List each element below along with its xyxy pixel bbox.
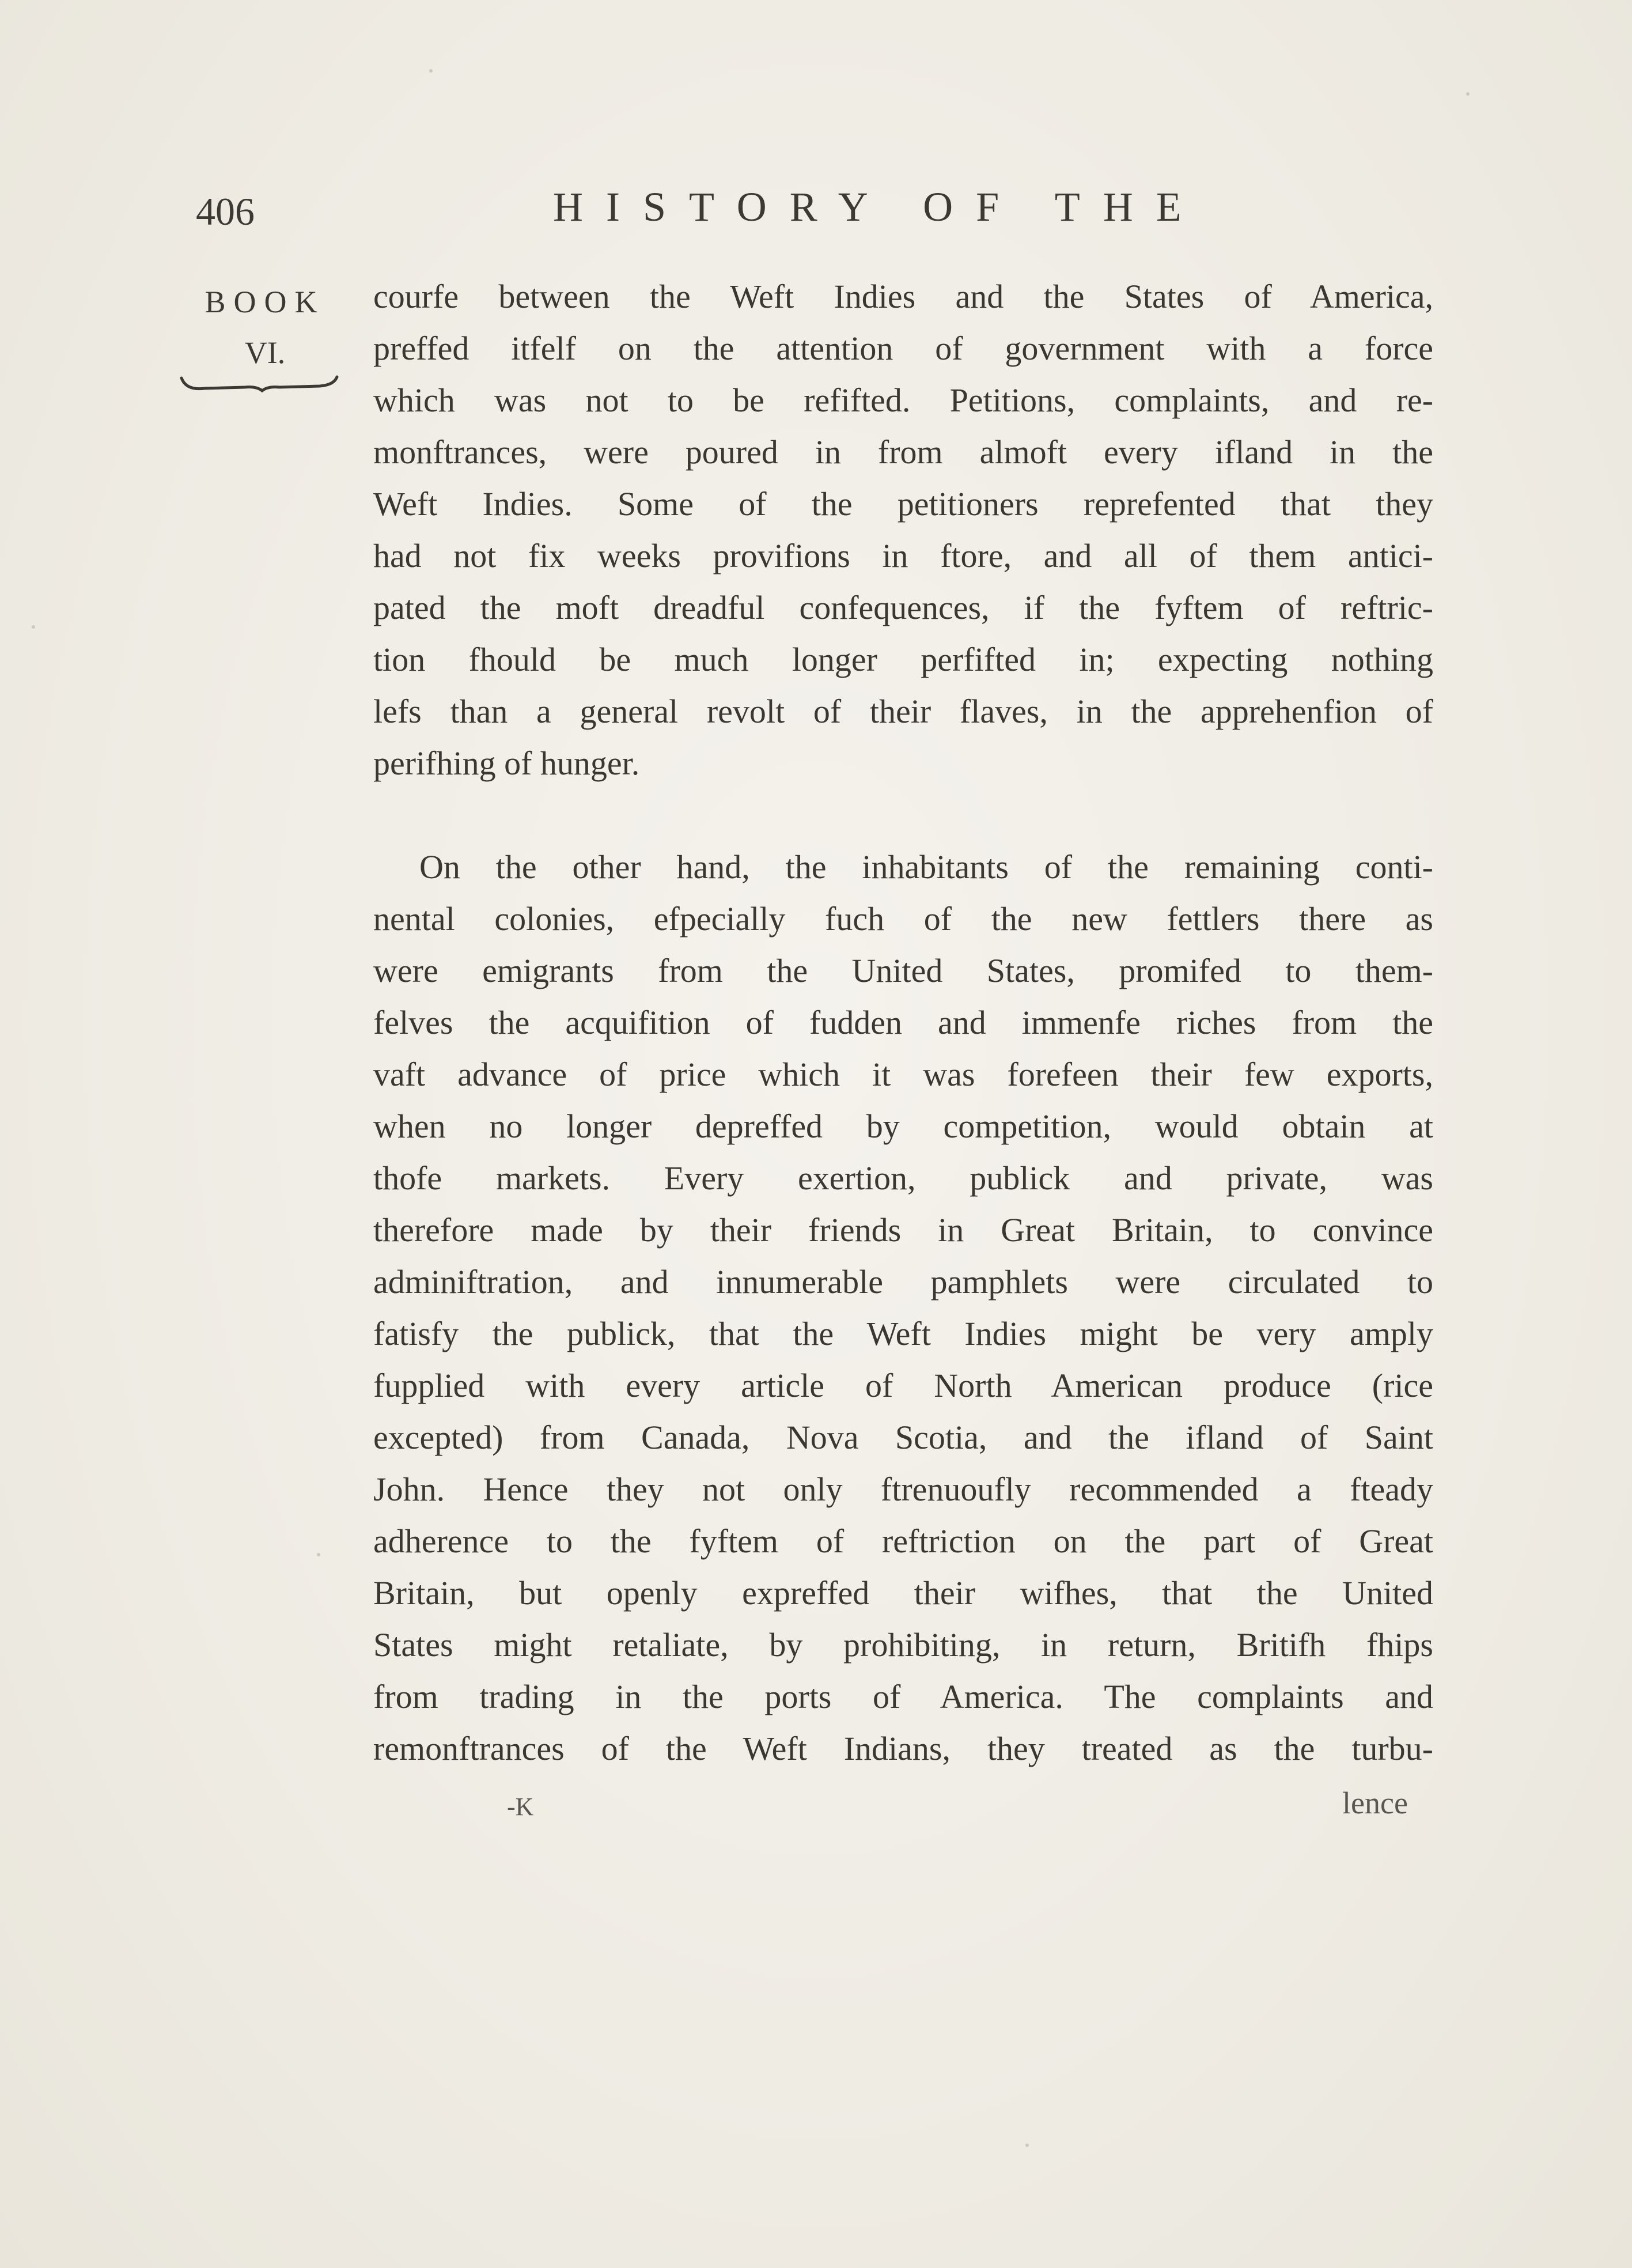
text-line: were emigrants from the United States, promifed to them- [373,952,1433,989]
text-line: adherence to the fyftem of reftriction on the part of Great [373,1522,1433,1560]
text-line: tion fhould be much longer perfifted in; expecting nothing [373,641,1433,678]
text-line: from trading in the ports of America. The complaints and [373,1678,1433,1715]
margin-note [187,277,343,378]
signature-mark: -K [507,1793,534,1821]
text-line: preffed itfelf on the attention of government with a force [373,330,1433,367]
text-line: lefs than a general revolt of their flaves, in the apprehenfion of [373,693,1433,730]
text-line: Weft Indies. Some of the petitioners reprefented that they [373,485,1433,523]
page-number: 406 [196,190,255,233]
running-head: HISTORY OF THE [553,184,1205,230]
paper-speck [1025,2144,1029,2147]
text-line: which was not to be refifted. Petitions, complaints, and re- [373,381,1433,419]
paper-speck [32,625,35,629]
text-line: fatisfy the publick, that the Weft Indies might be very amply [373,1315,1433,1352]
text-line: when no longer depreffed by competition, would obtain at [373,1107,1433,1145]
paragraph-1 [373,271,1433,789]
paper-speck [317,1553,320,1556]
text-line: vaft advance of price which it was forefeen their few exports, [373,1056,1433,1093]
book-label: BOOK [205,285,325,319]
text-line: had not fix weeks provifions in ftore, and all of them antici- [373,537,1433,574]
text-line: pated the moft dreadful confequences, if the fyftem of reftric- [373,589,1433,626]
text-line: fupplied with every article of North American produce (rice [373,1367,1433,1404]
text-line: Britain, but openly expreffed their wifhes, that the United [373,1574,1433,1612]
text-line: excepted) from Canada, Nova Scotia, and the ifland of Saint [373,1419,1433,1456]
text-line: John. Hence they not only ftrenuoufly recommended a fteady [373,1471,1433,1508]
book-number: VI. [244,335,286,370]
brace-ornament [170,373,343,396]
text-line: courfe between the Weft Indies and the States of America, [373,278,1433,315]
paper-speck [1466,92,1470,96]
text-line: States might retaliate, by prohibiting, in return, Britifh fhips [373,1626,1433,1664]
text-line: perifhing of hunger. [373,744,640,782]
text-line: felves the acquifition of fudden and immenfe riches from the [373,1004,1433,1041]
paragraph-2 [373,841,1433,1775]
catchword: lence [1342,1786,1408,1820]
text-line: monftrances, were poured in from almoft every ifland in the [373,433,1433,471]
text-line: On the other hand, the inhabitants of the remaining conti- [419,848,1433,886]
paper-speck [429,69,433,73]
text-line: thofe markets. Every exertion, publick and private, was [373,1159,1433,1197]
text-line: remonftrances of the Weft Indians, they treated as the turbu- [373,1730,1433,1767]
text-line: adminiftration, and innumerable pamphlets were circulated to [373,1263,1433,1301]
text-line: nental colonies, efpecially fuch of the new fettlers there as [373,900,1433,938]
text-line: therefore made by their friends in Great Britain, to convince [373,1211,1433,1249]
